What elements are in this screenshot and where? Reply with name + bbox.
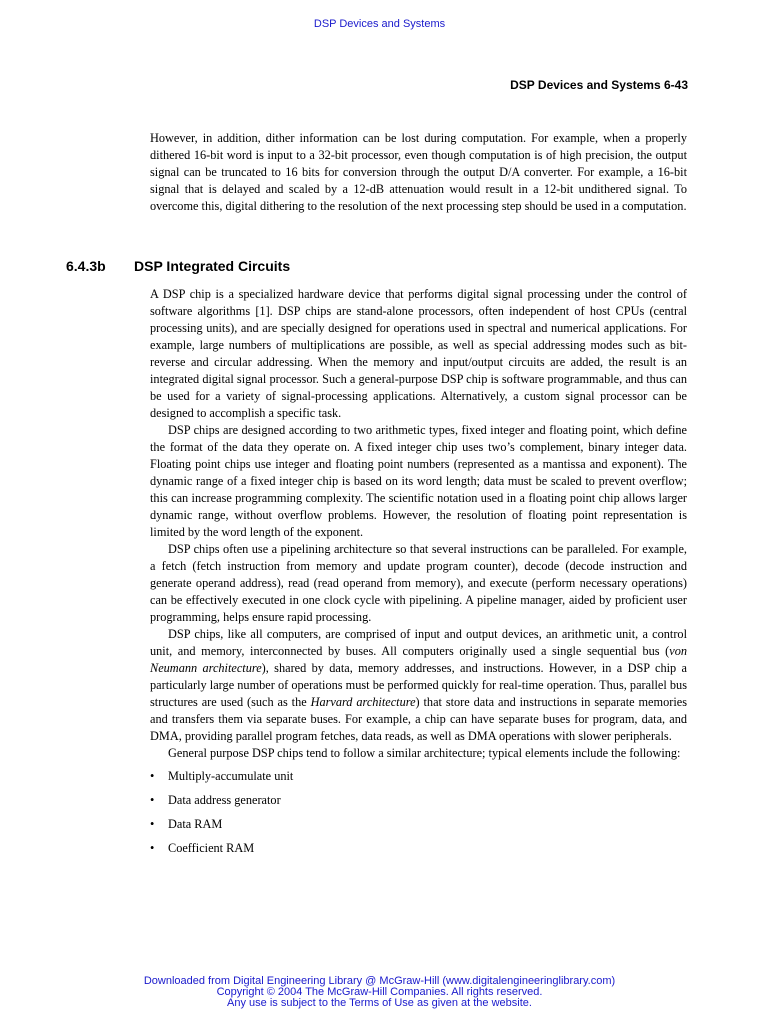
footer (0, 976, 759, 1009)
section-number: 6.4.3b (66, 258, 106, 274)
paragraph-arithmetic-types: DSP chips are designed according to two arithmetic types, fixed integer and floating point, which define the format of the data they operate on. A fixed integer chip uses two’s complement, binary integer data. Floating point chips use integer and floating point numbers (represented as a mantissa and exponent). The dynamic range of a fixed integer chip is based on its word length; data must be scaled to prevent overflow; this can increase programming complexity. The scientific notation used in a floating point chip allows larger dynamic range, without overflow problems. However, the resolution of floating point representation is limited by the word length of the exponent. (150, 423, 687, 539)
intro-paragraph: However, in addition, dither information can be lost during computation. For example, when a properly dithered 16-bit word is input to a 32-bit processor, even though computation is of high precision, the output signal can be truncated to 16 bits for conversion through the output D/A converter. For example, a 16-bit signal that is delayed and scaled by a 12-dB attenuation would result in a 12-bit undithered signal. To overcome this, digital dithering to the resolution of the next processing step should be used in a computation. (150, 131, 687, 213)
list-item-text: Multiply-accumulate unit (168, 769, 294, 783)
bullet-icon: • (150, 793, 155, 807)
running-head: DSP Devices and Systems 6-43 (510, 78, 688, 92)
list-item-text: Data address generator (168, 793, 281, 807)
emphasis-harvard: Harvard architecture (310, 695, 416, 709)
bullet-icon: • (150, 841, 155, 855)
emphasis-von-neumann: von Neumann architecture (150, 644, 687, 675)
element-list (150, 768, 687, 857)
paragraph-text: ) that store data and instructions in separate memories and transfers them via separate buses. For example, a chip can have separate buses for program, data, and DMA, providing parallel program fetches, data reads, as well as DMA operations with slower peripherals. (150, 695, 687, 743)
footer-copyright-link[interactable]: Copyright © 2004 The McGraw-Hill Companies. All rights reserved. (216, 986, 543, 998)
list-item (150, 816, 687, 833)
paragraph-text: DSP chips, like all computers, are comprised of input and output devices, an arithmetic unit, a control unit, and memory, interconnected by buses. All computers originally used a single sequential bus ( (150, 627, 687, 658)
list-item (150, 768, 687, 785)
list-item-text: Data RAM (168, 817, 223, 831)
section-heading (66, 258, 290, 274)
footer-terms-link[interactable]: Any use is subject to the Terms of Use as given at the website. (227, 997, 532, 1009)
paragraph-bus-architecture (150, 626, 687, 745)
list-item (150, 792, 687, 809)
section-title: DSP Integrated Circuits (134, 258, 291, 274)
top-header-link[interactable]: DSP Devices and Systems (313, 18, 446, 30)
paragraph-pipelining: DSP chips often use a pipelining architecture so that several instructions can be paralleled. For example, a fetch (fetch instruction from memory and update program counter), decode (decode instruction and generate operand address), read (read operand from memory), and execute (perform necessary operations) can be effectively executed in one clock cycle with pipelining. A pipeline manager, aided by proficient user programming, helps ensure rapid processing. (150, 542, 687, 624)
paragraph-dsp-chip-definition: A DSP chip is a specialized hardware device that performs digital signal processing under the control of software algorithms [1]. DSP chips are stand-alone processors, often independent of host CPUs (central processing units), and are specially designed for operations used in spectral and numerical applications. For example, large numbers of multiplications are possible, as well as special addressing modes such as bit-reverse and circular addressing. When the memory and input/output circuits are added, the result is an integrated digital signal processor. Such a general-purpose DSP chip is software programmable, and thus can be used for a variety of signal-processing applications. Alternatively, a custom signal processor can be designed to accomplish a specific task. (150, 287, 687, 420)
paragraph-general-purpose: General purpose DSP chips tend to follow a similar architecture; typical elements include the following: (168, 746, 681, 760)
bullet-icon: • (150, 769, 155, 783)
footer-download-link[interactable]: Downloaded from Digital Engineering Library @ McGraw-Hill (www.digitalengineeringlibrary.com) (143, 975, 616, 987)
paragraph-text: ), shared by data, memory addresses, and instructions. However, in a DSP chip a particularly large number of operations must be performed quickly for real-time operation. Thus, parallel bus structures are used (such as the (150, 661, 687, 709)
section-body (150, 286, 687, 864)
list-item-text: Coefficient RAM (168, 841, 255, 855)
bullet-icon: • (150, 817, 155, 831)
list-item (150, 840, 687, 857)
